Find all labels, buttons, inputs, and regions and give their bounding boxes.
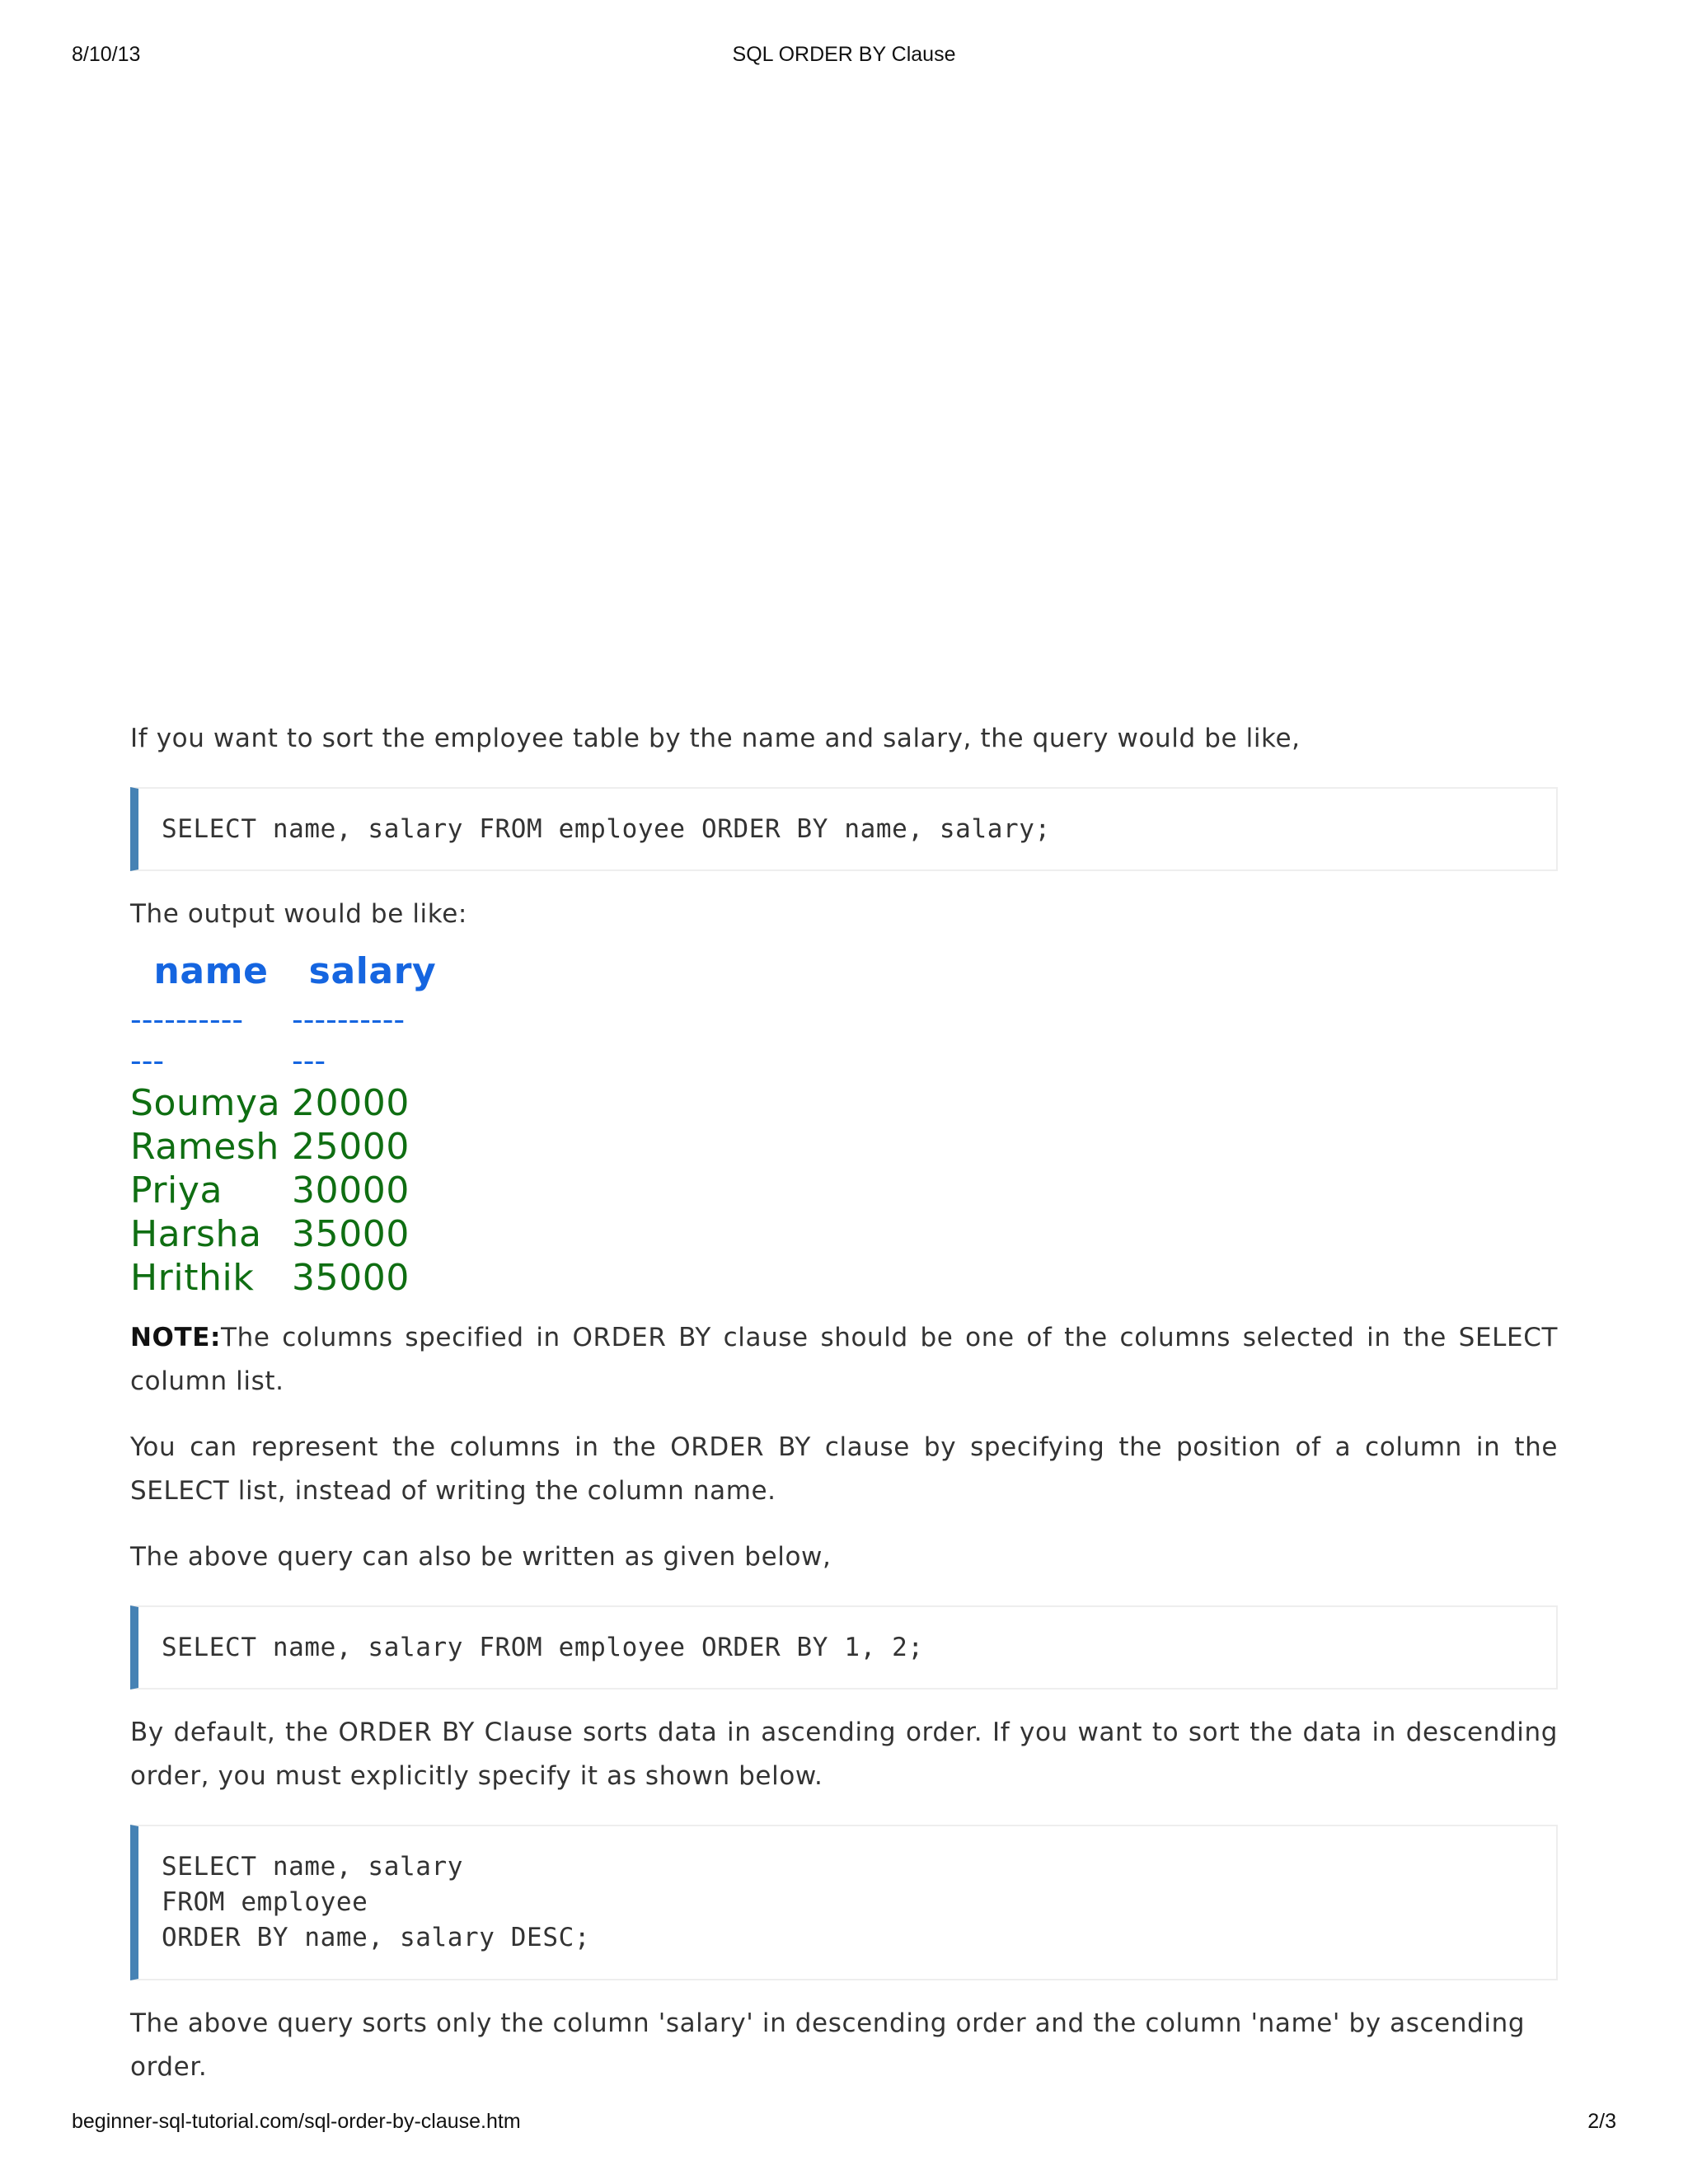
article-content: [130, 717, 1558, 2089]
table-row: [130, 1256, 1558, 1300]
separator-name: ---: [130, 1043, 165, 1079]
final-paragraph: The above query sorts only the column 'salary' in descending order and the column 'name' by ascending order.: [130, 2008, 1526, 2082]
output-header-salary: salary: [308, 950, 437, 992]
cell-name: Ramesh: [130, 1126, 279, 1168]
output-separator-row: [130, 999, 1558, 1040]
cell-salary: 35000: [292, 1213, 410, 1255]
separator-salary: ---: [292, 1043, 326, 1079]
table-row: [130, 1125, 1558, 1169]
print-date: 8/10/13: [72, 43, 141, 66]
cell-name: Priya: [130, 1169, 223, 1212]
cell-salary: 30000: [292, 1169, 410, 1212]
cell-name: Hrithik: [130, 1257, 255, 1299]
default-order-paragraph: By default, the ORDER BY Clause sorts data in ascending order. If you want to sort the data in descending order, you must explicitly specify it as shown below.: [130, 1718, 1558, 1791]
note-text: The columns specified in ORDER BY clause should be one of the columns selected in the SELECT column list.: [130, 1323, 1558, 1396]
output-intro: The output would be like:: [130, 899, 467, 929]
separator-name: ----------: [130, 1001, 244, 1038]
code-line: SELECT name, salary FROM employee ORDER BY 1, 2;: [162, 1632, 924, 1662]
cell-salary: 35000: [292, 1257, 410, 1299]
cell-name: Soumya: [130, 1082, 281, 1124]
note-label: NOTE:: [130, 1323, 222, 1352]
position-paragraph: You can represent the columns in the ORDER BY clause by specifying the position of a column in the SELECT list, instead of writing the column name.: [130, 1432, 1558, 1506]
above-query-paragraph: The above query can also be written as given below,: [130, 1542, 832, 1572]
page-title: SQL ORDER BY Clause: [732, 43, 956, 66]
print-footer: [0, 2110, 1688, 2143]
output-header-name: name: [153, 950, 269, 992]
separator-salary: ----------: [292, 1001, 406, 1038]
print-header: [0, 43, 1688, 76]
output-table: [130, 944, 1558, 1300]
code-line: FROM employee: [162, 1887, 368, 1917]
code-line: ORDER BY name, salary DESC;: [162, 1923, 591, 1952]
intro-paragraph: If you want to sort the employee table by the name and salary, the query would be like,: [130, 724, 1301, 753]
code-line: SELECT name, salary FROM employee ORDER BY name, salary;: [162, 813, 1051, 844]
code-block-order-by-desc: [130, 1825, 1558, 1980]
note-paragraph: [130, 1316, 1558, 1404]
cell-name: Harsha: [130, 1213, 262, 1255]
code-line: SELECT name, salary: [162, 1852, 464, 1882]
page-number: 2/3: [1587, 2110, 1616, 2133]
code-block-order-by-name-salary: [130, 787, 1558, 871]
output-separator-row: [130, 1040, 1558, 1081]
output-header-row: [130, 944, 1558, 999]
table-row: [130, 1169, 1558, 1212]
page-url: beginner-sql-tutorial.com/sql-order-by-clause.htm: [72, 2110, 521, 2133]
cell-salary: 20000: [292, 1082, 410, 1124]
table-row: [130, 1212, 1558, 1256]
cell-salary: 25000: [292, 1126, 410, 1168]
code-block-order-by-position: [130, 1605, 1558, 1690]
table-row: [130, 1081, 1558, 1125]
